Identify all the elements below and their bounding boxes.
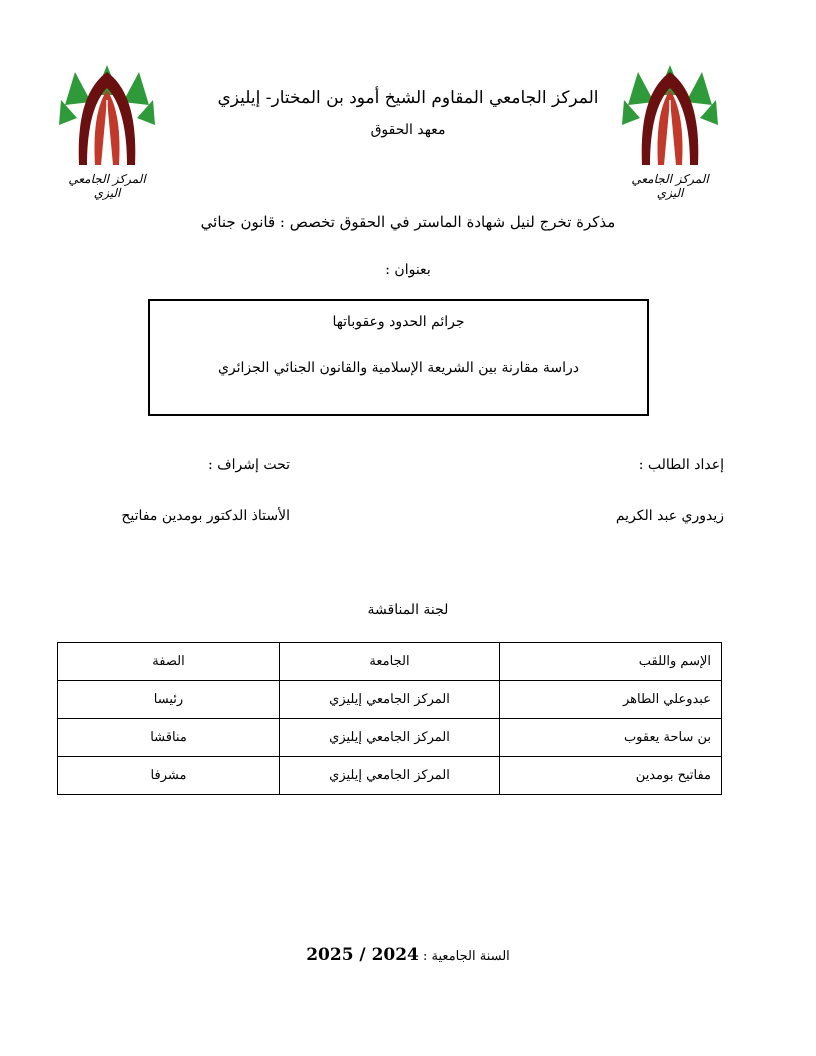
member-role: مناقشا xyxy=(58,719,280,757)
title-label: بعنوان : xyxy=(385,262,431,278)
table-row xyxy=(58,719,722,757)
jury-table xyxy=(57,642,722,795)
thesis-title: جرائم الحدود وعقوباتها xyxy=(332,314,465,330)
member-role: رئيسا xyxy=(58,681,280,719)
institution-name: المركز الجامعي المقاوم الشيخ أمود بن المختار- إيليزي xyxy=(217,88,599,108)
table-header-row xyxy=(58,643,722,681)
member-role: مشرفا xyxy=(58,757,280,795)
member-university: المركز الجامعي إيليزي xyxy=(280,719,500,757)
thesis-subtitle: دراسة مقارنة بين الشريعة الإسلامية والقانون الجنائي الجزائري xyxy=(217,360,580,376)
header-name: الإسم واللقب xyxy=(500,643,722,681)
member-name: عبدوعلي الطاهر xyxy=(500,681,722,719)
supervisor-name: الأستاذ الدكتور بومدين مفاتيح xyxy=(121,508,290,524)
academic-year xyxy=(240,945,576,965)
member-name: بن ساحة يعقوب xyxy=(500,719,722,757)
academic-year-value: 2025 / 2024 xyxy=(306,945,419,965)
logo-text: المركز الجامعي اليزي xyxy=(631,172,709,200)
supervisor-label: تحت إشراف : xyxy=(207,457,290,473)
academic-year-label: السنة الجامعية : xyxy=(423,949,510,964)
member-university: المركز الجامعي إيليزي xyxy=(280,757,500,795)
institute-name: معهد الحقوق xyxy=(370,122,446,138)
header-role: الصفة xyxy=(58,643,280,681)
university-logo-left xyxy=(57,60,157,200)
student-label: إعداد الطالب : xyxy=(638,457,724,473)
table-row xyxy=(58,757,722,795)
jury-title: لجنة المناقشة xyxy=(367,602,449,618)
header-university: الجامعة xyxy=(280,643,500,681)
thesis-title-box xyxy=(148,299,649,416)
degree-line: مذكرة تخرج لنيل شهادة الماستر في الحقوق تخصص : قانون جنائي xyxy=(200,213,616,231)
table-row xyxy=(58,681,722,719)
member-name: مفاتيح بومدين xyxy=(500,757,722,795)
student-name: زيدوري عبد الكريم xyxy=(615,508,724,524)
university-logo-right xyxy=(620,60,720,200)
member-university: المركز الجامعي إيليزي xyxy=(280,681,500,719)
logo-text: المركز الجامعي اليزي xyxy=(68,172,146,200)
